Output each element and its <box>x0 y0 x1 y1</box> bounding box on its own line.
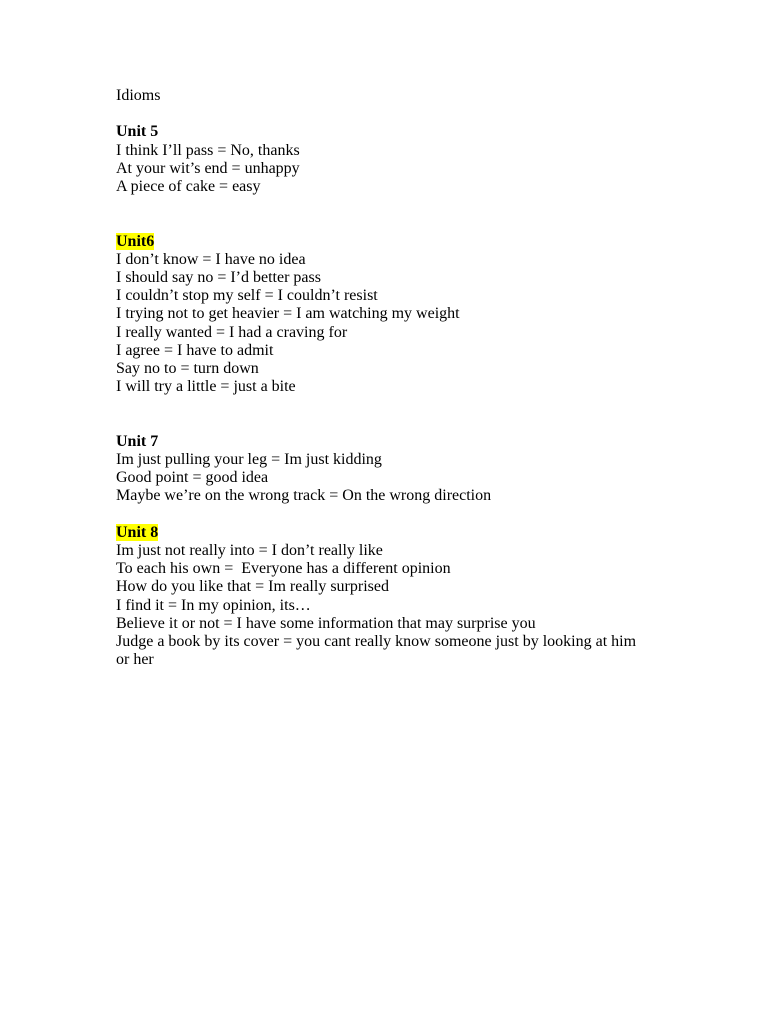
idiom-line: Im just not really into = I don’t really like <box>116 541 383 559</box>
unit-7-heading-text: Unit 7 <box>116 432 159 450</box>
unit-7-heading <box>116 433 646 451</box>
idiom-line: At your wit’s end = unhappy <box>116 159 300 177</box>
idiom-line: To each his own = Everyone has a different opinion <box>116 560 451 578</box>
idiom-line: Good point = good idea <box>116 469 269 487</box>
unit-5-heading-text: Unit 5 <box>116 123 159 141</box>
idiom-line: Im just pulling your leg = Im just kidding <box>116 450 382 468</box>
blank-line <box>116 506 646 524</box>
idiom-line: I really wanted = I had a craving for <box>116 323 348 341</box>
document-page <box>116 87 646 669</box>
idiom-line: I will try a little = just a bite <box>116 378 296 396</box>
idiom-line: I couldn’t stop my self = I couldn’t resist <box>116 287 378 305</box>
idiom-line: Judge a book by its cover = you cant really know someone just by looking at him or her <box>116 633 641 669</box>
idiom-line: I don’t know = I have no idea <box>116 250 306 268</box>
idiom-line: I think I’ll pass = No, thanks <box>116 141 300 159</box>
blank-line <box>116 415 646 433</box>
idiom-line: I should say no = I’d better pass <box>116 268 321 286</box>
idiom-line: I agree = I have to admit <box>116 341 274 359</box>
idiom-line: A piece of cake = easy <box>116 178 261 195</box>
idiom-line: Believe it or not = I have some information that may surprise you <box>116 614 536 632</box>
unit-6-heading <box>116 233 646 251</box>
idiom-line: Say no to = turn down <box>116 360 259 377</box>
blank-line <box>116 105 646 123</box>
document-title: Idioms <box>116 87 161 104</box>
blank-line <box>116 214 646 232</box>
blank-line <box>116 396 646 414</box>
unit-5-heading <box>116 123 646 141</box>
idiom-line: How do you like that = Im really surprised <box>116 578 389 596</box>
unit-8-heading <box>116 524 646 542</box>
unit-6-heading-text: Unit6 <box>116 232 155 250</box>
blank-line <box>116 196 646 214</box>
idiom-line: I find it = In my opinion, its… <box>116 596 311 614</box>
idiom-line: I trying not to get heavier = I am watching my weight <box>116 305 460 323</box>
idiom-line: Maybe we’re on the wrong track = On the wrong direction <box>116 487 492 505</box>
unit-8-heading-text: Unit 8 <box>116 523 159 541</box>
